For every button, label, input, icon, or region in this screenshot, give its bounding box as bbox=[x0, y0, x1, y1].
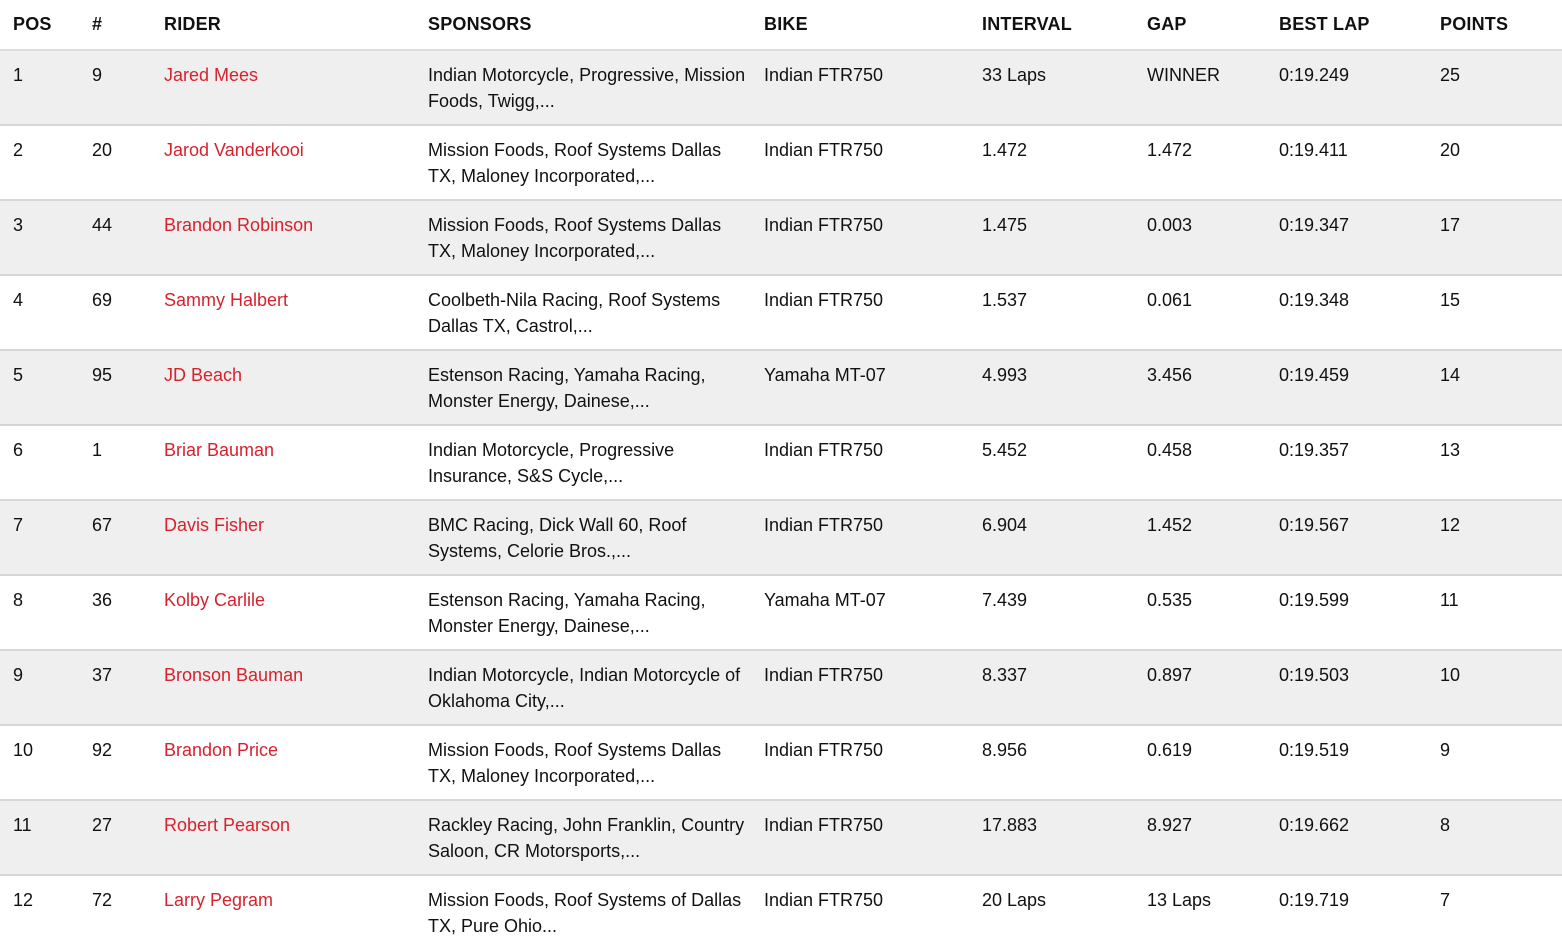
cell-number: 67 bbox=[92, 515, 113, 535]
cell-number: 92 bbox=[92, 740, 113, 760]
rider-link[interactable]: Sammy Halbert bbox=[164, 290, 289, 310]
cell-sponsors: Mission Foods, Roof Systems Dallas TX, Maloney Incorporated,... bbox=[428, 140, 722, 186]
rider-link[interactable]: Robert Pearson bbox=[164, 815, 291, 835]
cell-bike: Indian FTR750 bbox=[764, 140, 884, 160]
cell-pos: 5 bbox=[13, 365, 24, 385]
cell-number: 95 bbox=[92, 365, 113, 385]
header-pos: POS bbox=[0, 0, 92, 50]
cell-bike: Indian FTR750 bbox=[764, 515, 884, 535]
cell-interval: 20 Laps bbox=[982, 890, 1047, 910]
table-row bbox=[0, 875, 1562, 948]
cell-gap: 1.472 bbox=[1147, 140, 1193, 160]
cell-interval: 17.883 bbox=[982, 815, 1038, 835]
cell-bike: Indian FTR750 bbox=[764, 290, 884, 310]
cell-sponsors: BMC Racing, Dick Wall 60, Roof Systems, Celorie Bros.,... bbox=[428, 515, 687, 561]
cell-bike: Indian FTR750 bbox=[764, 440, 884, 460]
cell-pos: 8 bbox=[13, 590, 24, 610]
cell-sponsors: Indian Motorcycle, Progressive, Mission Foods, Twigg,... bbox=[428, 65, 746, 111]
rider-link[interactable]: Jared Mees bbox=[164, 65, 259, 85]
table-row bbox=[0, 350, 1562, 425]
rider-link[interactable]: Brandon Robinson bbox=[164, 215, 314, 235]
cell-best-lap: 0:19.357 bbox=[1279, 440, 1350, 460]
cell-sponsors: Mission Foods, Roof Systems of Dallas TX, Pure Ohio... bbox=[428, 890, 742, 936]
table-row bbox=[0, 275, 1562, 350]
cell-sponsors: Indian Motorcycle, Indian Motorcycle of Oklahoma City,... bbox=[428, 665, 741, 711]
cell-points: 10 bbox=[1440, 665, 1461, 685]
table-row bbox=[0, 425, 1562, 500]
cell-points: 8 bbox=[1440, 815, 1451, 835]
cell-pos: 6 bbox=[13, 440, 24, 460]
cell-number: 9 bbox=[92, 65, 103, 85]
rider-link[interactable]: Brandon Price bbox=[164, 740, 279, 760]
cell-interval: 4.993 bbox=[982, 365, 1028, 385]
cell-gap: 0.458 bbox=[1147, 440, 1193, 460]
cell-sponsors: Mission Foods, Roof Systems Dallas TX, Maloney Incorporated,... bbox=[428, 740, 722, 786]
cell-bike: Indian FTR750 bbox=[764, 215, 884, 235]
table-row bbox=[0, 125, 1562, 200]
header-points: POINTS bbox=[1440, 0, 1562, 50]
table-row bbox=[0, 575, 1562, 650]
cell-points: 14 bbox=[1440, 365, 1461, 385]
cell-best-lap: 0:19.503 bbox=[1279, 665, 1350, 685]
cell-interval: 1.472 bbox=[982, 140, 1028, 160]
cell-best-lap: 0:19.567 bbox=[1279, 515, 1350, 535]
cell-pos: 3 bbox=[13, 215, 24, 235]
cell-sponsors: Estenson Racing, Yamaha Racing, Monster Energy, Dainese,... bbox=[428, 365, 706, 411]
table-row bbox=[0, 50, 1562, 125]
rider-link[interactable]: Larry Pegram bbox=[164, 890, 274, 910]
header-rider: RIDER bbox=[164, 0, 428, 50]
rider-link[interactable]: Jarod Vanderkooi bbox=[164, 140, 304, 160]
cell-points: 9 bbox=[1440, 740, 1451, 760]
header-gap: GAP bbox=[1147, 0, 1279, 50]
cell-pos: 9 bbox=[13, 665, 24, 685]
header-bike: BIKE bbox=[764, 0, 982, 50]
cell-gap: 13 Laps bbox=[1147, 890, 1212, 910]
cell-number: 44 bbox=[92, 215, 113, 235]
cell-number: 69 bbox=[92, 290, 113, 310]
header-interval: INTERVAL bbox=[982, 0, 1147, 50]
header-best-lap: BEST LAP bbox=[1279, 0, 1440, 50]
header-number: # bbox=[92, 0, 164, 50]
cell-points: 15 bbox=[1440, 290, 1461, 310]
cell-pos: 1 bbox=[13, 65, 24, 85]
cell-interval: 1.475 bbox=[982, 215, 1028, 235]
cell-best-lap: 0:19.411 bbox=[1279, 140, 1348, 160]
cell-gap: WINNER bbox=[1147, 65, 1220, 85]
table-row bbox=[0, 500, 1562, 575]
cell-gap: 1.452 bbox=[1147, 515, 1193, 535]
cell-gap: 0.619 bbox=[1147, 740, 1193, 760]
cell-best-lap: 0:19.249 bbox=[1279, 65, 1350, 85]
table-row bbox=[0, 650, 1562, 725]
cell-bike: Indian FTR750 bbox=[764, 740, 884, 760]
cell-number: 1 bbox=[92, 440, 103, 460]
cell-gap: 0.897 bbox=[1147, 665, 1193, 685]
table-header bbox=[0, 0, 1562, 50]
rider-link[interactable]: Briar Bauman bbox=[164, 440, 275, 460]
header-row bbox=[0, 0, 1562, 50]
cell-pos: 11 bbox=[13, 815, 32, 835]
table-row bbox=[0, 800, 1562, 875]
header-sponsors: SPONSORS bbox=[428, 0, 764, 50]
cell-number: 20 bbox=[92, 140, 113, 160]
cell-pos: 4 bbox=[13, 290, 24, 310]
cell-best-lap: 0:19.519 bbox=[1279, 740, 1350, 760]
cell-sponsors: Rackley Racing, John Franklin, Country Saloon, CR Motorsports,... bbox=[428, 815, 745, 861]
cell-interval: 6.904 bbox=[982, 515, 1028, 535]
cell-sponsors: Mission Foods, Roof Systems Dallas TX, Maloney Incorporated,... bbox=[428, 215, 722, 261]
cell-points: 13 bbox=[1440, 440, 1461, 460]
cell-number: 72 bbox=[92, 890, 113, 910]
rider-link[interactable]: Bronson Bauman bbox=[164, 665, 304, 685]
rider-link[interactable]: Kolby Carlile bbox=[164, 590, 266, 610]
rider-link[interactable]: Davis Fisher bbox=[164, 515, 265, 535]
cell-gap: 0.535 bbox=[1147, 590, 1193, 610]
cell-points: 25 bbox=[1440, 65, 1461, 85]
cell-best-lap: 0:19.347 bbox=[1279, 215, 1350, 235]
cell-best-lap: 0:19.459 bbox=[1279, 365, 1350, 385]
cell-number: 27 bbox=[92, 815, 113, 835]
cell-bike: Indian FTR750 bbox=[764, 65, 884, 85]
cell-interval: 1.537 bbox=[982, 290, 1028, 310]
cell-pos: 7 bbox=[13, 515, 24, 535]
cell-sponsors: Indian Motorcycle, Progressive Insurance, S&S Cycle,... bbox=[428, 440, 675, 486]
cell-interval: 5.452 bbox=[982, 440, 1028, 460]
cell-best-lap: 0:19.599 bbox=[1279, 590, 1350, 610]
cell-gap: 8.927 bbox=[1147, 815, 1193, 835]
cell-pos: 12 bbox=[13, 890, 34, 910]
table-body bbox=[0, 50, 1562, 948]
cell-bike: Yamaha MT-07 bbox=[764, 590, 886, 610]
cell-sponsors: Estenson Racing, Yamaha Racing, Monster Energy, Dainese,... bbox=[428, 590, 706, 636]
cell-pos: 10 bbox=[13, 740, 34, 760]
cell-gap: 3.456 bbox=[1147, 365, 1193, 385]
cell-sponsors: Coolbeth-Nila Racing, Roof Systems Dallas TX, Castrol,... bbox=[428, 290, 721, 336]
cell-gap: 0.003 bbox=[1147, 215, 1193, 235]
cell-pos: 2 bbox=[13, 140, 24, 160]
cell-best-lap: 0:19.348 bbox=[1279, 290, 1350, 310]
cell-interval: 8.337 bbox=[982, 665, 1028, 685]
cell-gap: 0.061 bbox=[1147, 290, 1193, 310]
cell-points: 11 bbox=[1440, 590, 1459, 610]
cell-bike: Yamaha MT-07 bbox=[764, 365, 886, 385]
cell-points: 20 bbox=[1440, 140, 1461, 160]
cell-best-lap: 0:19.662 bbox=[1279, 815, 1350, 835]
cell-interval: 7.439 bbox=[982, 590, 1028, 610]
cell-points: 17 bbox=[1440, 215, 1461, 235]
cell-number: 37 bbox=[92, 665, 113, 685]
cell-number: 36 bbox=[92, 590, 113, 610]
cell-bike: Indian FTR750 bbox=[764, 815, 884, 835]
table-row bbox=[0, 200, 1562, 275]
table-row bbox=[0, 725, 1562, 800]
cell-best-lap: 0:19.719 bbox=[1279, 890, 1350, 910]
cell-points: 12 bbox=[1440, 515, 1461, 535]
cell-bike: Indian FTR750 bbox=[764, 890, 884, 910]
rider-link[interactable]: JD Beach bbox=[164, 365, 243, 385]
cell-interval: 33 Laps bbox=[982, 65, 1047, 85]
cell-interval: 8.956 bbox=[982, 740, 1028, 760]
cell-points: 7 bbox=[1440, 890, 1451, 910]
cell-bike: Indian FTR750 bbox=[764, 665, 884, 685]
